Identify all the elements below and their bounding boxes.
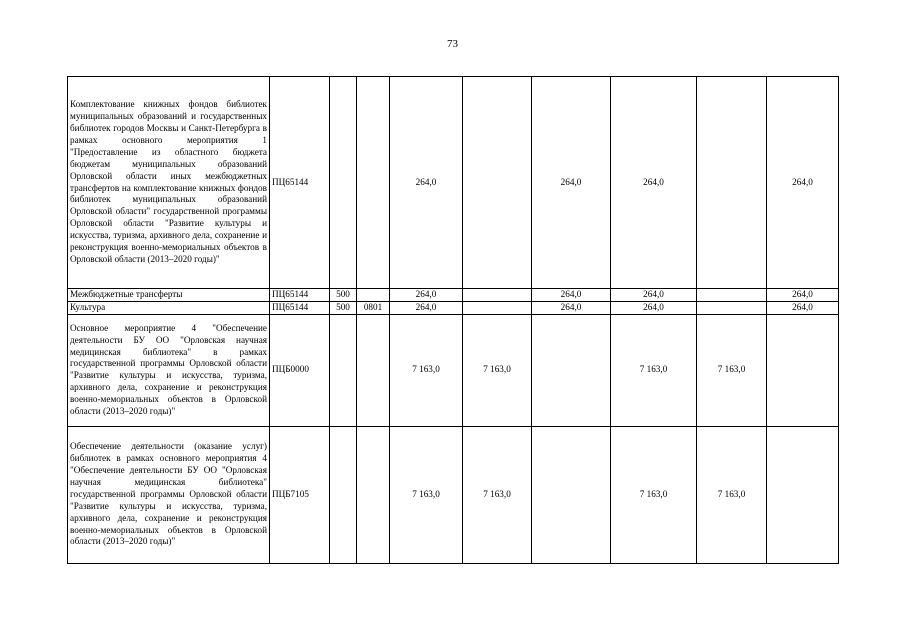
amount-cell: 264,0 <box>532 77 611 289</box>
section-code <box>357 289 390 302</box>
amount-cell <box>767 426 839 563</box>
amount-cell <box>463 289 532 302</box>
section-code <box>357 77 390 289</box>
amount-cell <box>532 426 611 563</box>
table-row <box>68 314 839 426</box>
amount-cell: 7 163,0 <box>697 314 767 426</box>
amount-cell: 264,0 <box>767 289 839 302</box>
amount-cell: 264,0 <box>532 301 611 314</box>
amount-cell: 7 163,0 <box>611 426 697 563</box>
expense-type-code <box>330 426 357 563</box>
amount-cell: 7 163,0 <box>611 314 697 426</box>
expense-type-code <box>330 314 357 426</box>
amount-cell: 264,0 <box>390 289 463 302</box>
amount-cell: 7 163,0 <box>390 314 463 426</box>
target-article-code: ПЦБ0000 <box>270 314 330 426</box>
table-row <box>68 289 839 302</box>
expense-type-code <box>330 77 357 289</box>
expense-type-code: 500 <box>330 301 357 314</box>
amount-cell: 264,0 <box>611 301 697 314</box>
section-code: 0801 <box>357 301 390 314</box>
amount-cell <box>767 314 839 426</box>
target-article-code: ПЦ65144 <box>270 289 330 302</box>
target-article-code: ПЦ65144 <box>270 77 330 289</box>
amount-cell: 264,0 <box>767 301 839 314</box>
amount-cell: 264,0 <box>611 289 697 302</box>
amount-cell: 264,0 <box>611 77 697 289</box>
row-description: Основное мероприятие 4 "Обеспечение деятельности БУ ОО "Орловская научная медицинская библиотека" в рамках государственной программы Орловской области "Развитие культуры и искусства, туризма, архивного дела, сохранение и реконструкция военно-мемориальных объектов в Орловской области (2013–2020 годы)" <box>68 314 270 426</box>
section-code <box>357 314 390 426</box>
amount-cell: 7 163,0 <box>463 314 532 426</box>
amount-cell <box>463 301 532 314</box>
table-row <box>68 77 839 289</box>
amount-cell <box>697 301 767 314</box>
row-description: Культура <box>68 301 270 314</box>
amount-cell: 264,0 <box>390 77 463 289</box>
amount-cell: 264,0 <box>390 301 463 314</box>
target-article-code: ПЦ65144 <box>270 301 330 314</box>
target-article-code: ПЦБ7105 <box>270 426 330 563</box>
page-number: 73 <box>447 38 458 50</box>
table-row <box>68 426 839 563</box>
row-description: Комплектование книжных фондов библиотек муниципальных образований и государственных библиотек городов Москвы и Санкт-Петербурга в рамках основного мероприятия 1 "Предоставление из областного бюджета бюджетам муниципальных образований Орловской области иных межбюджетных трансфертов на комплектование книжных фондов библиотек муниципальных образований Орловской области" государственной программы Орловской области "Развитие культуры и искусства, туризма, архивного дела, сохранение и реконструкция военно-мемориальных объектов в Орловской области (2013–2020 годы)" <box>68 77 270 289</box>
amount-cell: 7 163,0 <box>390 426 463 563</box>
row-description: Межбюджетные трансферты <box>68 289 270 302</box>
row-description: Обеспечение деятельности (оказание услуг) библиотек в рамках основного мероприятия 4 "Обеспечение деятельности БУ ОО "Орловская научная медицинская библиотека" государственной программы Орловской области "Развитие культуры и искусства, туризма, архивного дела, сохранение и реконструкция военно-мемориальных объектов в Орловской области (2013–2020 годы)" <box>68 426 270 563</box>
amount-cell: 7 163,0 <box>463 426 532 563</box>
amount-cell: 264,0 <box>532 289 611 302</box>
amount-cell <box>532 314 611 426</box>
amount-cell <box>697 77 767 289</box>
amount-cell: 264,0 <box>767 77 839 289</box>
amount-cell <box>463 77 532 289</box>
section-code <box>357 426 390 563</box>
amount-cell <box>697 289 767 302</box>
table-row <box>68 301 839 314</box>
expense-type-code: 500 <box>330 289 357 302</box>
budget-table <box>67 76 839 564</box>
amount-cell: 7 163,0 <box>697 426 767 563</box>
